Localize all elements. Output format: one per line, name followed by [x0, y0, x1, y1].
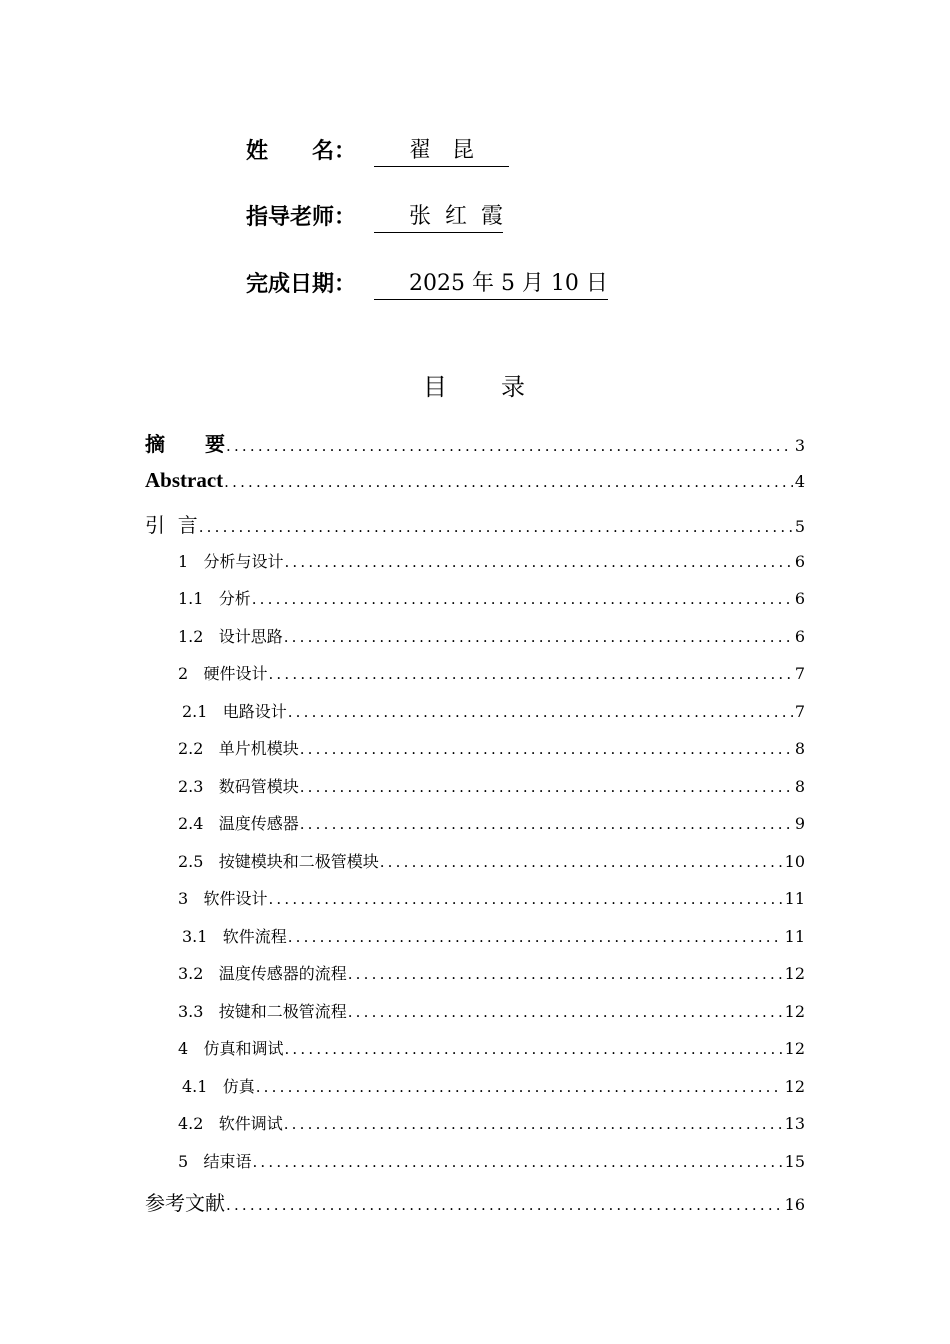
- toc-entry-section-3-3[interactable]: [178, 999, 805, 1025]
- toc-entry-page: 6: [794, 589, 805, 608]
- toc-entry-page: 12: [784, 1077, 805, 1096]
- toc-entry-text: 引 言: [145, 513, 198, 535]
- toc-entry-page: 7: [794, 664, 805, 683]
- toc-entry-section-1[interactable]: [178, 549, 805, 575]
- tutor-label: 指导老师：: [246, 205, 357, 230]
- student-name-value: 翟 昆: [374, 136, 509, 167]
- toc-entry-section-1-2[interactable]: [178, 624, 805, 650]
- tutor-row: [246, 199, 503, 233]
- toc-entry-introduction[interactable]: [145, 509, 805, 535]
- toc-entry-text: 3.2 温度传感器的流程: [178, 964, 347, 983]
- toc-entry-page: 12: [784, 1039, 805, 1058]
- completion-date-label: 完成日期：: [246, 272, 357, 297]
- toc-entry-page: 11: [784, 889, 805, 908]
- toc-entry-section-2-5[interactable]: [178, 849, 805, 875]
- toc-entry-section-2-3[interactable]: [178, 774, 805, 800]
- toc-entry-page: 16: [784, 1195, 805, 1213]
- tutor-value: 张 红 霞: [374, 202, 503, 233]
- toc-entry-page: 8: [794, 739, 805, 758]
- toc-entry-section-2-1[interactable]: [182, 699, 805, 725]
- toc-entry-text: 3.1 软件流程: [182, 927, 287, 946]
- toc-leader-dots: [268, 665, 792, 683]
- toc-entry-text: 3.3 按键和二极管流程: [178, 1002, 347, 1021]
- toc-entry-text: 2.4 温度传感器: [178, 814, 299, 833]
- toc-leader-dots: [252, 1153, 782, 1171]
- toc-leader-dots: [226, 437, 793, 454]
- student-name-label: 姓 名：: [246, 139, 357, 164]
- toc-leader-dots: [300, 815, 793, 833]
- toc-entry-section-4[interactable]: [178, 1036, 805, 1062]
- toc-entry-text: Abstract: [145, 468, 224, 492]
- completion-date-row: [246, 266, 608, 300]
- toc-entry-page: 10: [784, 852, 805, 871]
- toc-entry-page: 12: [784, 1002, 805, 1021]
- toc-entry-text: 3 软件设计: [178, 889, 268, 908]
- toc-leader-dots: [284, 553, 792, 571]
- toc-leader-dots: [199, 518, 793, 535]
- toc-leader-dots: [268, 890, 782, 908]
- toc-leader-dots: [284, 1040, 782, 1058]
- toc-leader-dots: [226, 1196, 783, 1213]
- toc-entry-section-3-2[interactable]: [178, 961, 805, 987]
- toc-leader-dots: [252, 590, 793, 608]
- toc-entry-page: 9: [794, 814, 805, 833]
- toc-entry-text: 4.1 仿真: [182, 1077, 255, 1096]
- toc-entry-page: 3: [794, 436, 805, 454]
- toc-entry-page: 15: [784, 1152, 805, 1171]
- toc-entry-page: 5: [794, 517, 805, 535]
- toc-entry-abstract-en[interactable]: [145, 468, 805, 494]
- toc-entry-text: 摘 要: [145, 432, 225, 454]
- toc-entry-text: 参考文献: [145, 1191, 225, 1213]
- toc-entry-section-3[interactable]: [178, 886, 805, 912]
- toc-entry-page: 6: [794, 627, 805, 646]
- toc-leader-dots: [380, 853, 783, 871]
- toc-entry-section-2-2[interactable]: [178, 736, 805, 762]
- toc-leader-dots: [288, 703, 793, 721]
- toc-entry-page: 7: [794, 702, 805, 721]
- toc-entry-text: 2.5 按键模块和二极管模块: [178, 852, 379, 871]
- toc-leader-dots: [348, 1003, 783, 1021]
- toc-leader-dots: [300, 778, 793, 796]
- toc-entry-section-4-1[interactable]: [182, 1074, 805, 1100]
- toc-leader-dots: [256, 1078, 783, 1096]
- completion-date-value: 2025 年 5 月 10 日: [374, 269, 608, 300]
- toc-entry-section-5[interactable]: [178, 1149, 805, 1175]
- toc-entry-text: 1.1 分析: [178, 589, 251, 608]
- toc-leader-dots: [284, 628, 793, 646]
- toc-entry-text: 1 分析与设计: [178, 552, 284, 571]
- toc-entry-text: 5 结束语: [178, 1152, 252, 1171]
- toc-entry-text: 4 仿真和调试: [178, 1039, 284, 1058]
- toc-entry-page: 11: [784, 927, 805, 946]
- toc-entry-text: 2.3 数码管模块: [178, 777, 299, 796]
- toc-entry-text: 2.2 单片机模块: [178, 739, 299, 758]
- toc-entry-section-1-1[interactable]: [178, 586, 805, 612]
- toc-leader-dots: [348, 965, 783, 983]
- student-name-row: [246, 133, 509, 167]
- toc-leader-dots: [288, 928, 783, 946]
- toc-entry-text: 1.2 设计思路: [178, 627, 283, 646]
- toc-entry-page: 4: [794, 472, 805, 491]
- toc-entry-page: 12: [784, 964, 805, 983]
- toc-entry-page: 6: [794, 552, 805, 571]
- toc-entry-section-3-1[interactable]: [182, 924, 805, 950]
- toc-entry-section-2-4[interactable]: [178, 811, 805, 837]
- toc-entry-references[interactable]: [145, 1187, 805, 1213]
- toc-entry-text: 4.2 软件调试: [178, 1114, 283, 1133]
- toc-title: 目 录: [423, 373, 527, 401]
- toc-entry-page: 8: [794, 777, 805, 796]
- toc-entry-text: 2.1 电路设计: [182, 702, 287, 721]
- toc-entry-abstract-cn[interactable]: [145, 428, 805, 454]
- toc-entry-page: 13: [784, 1114, 805, 1133]
- toc-entry-section-2[interactable]: [178, 661, 805, 687]
- toc-entry-section-4-2[interactable]: [178, 1111, 805, 1137]
- toc-leader-dots: [284, 1115, 783, 1133]
- toc-leader-dots: [300, 740, 793, 758]
- toc-leader-dots: [224, 473, 793, 491]
- toc-entry-text: 2 硬件设计: [178, 664, 268, 683]
